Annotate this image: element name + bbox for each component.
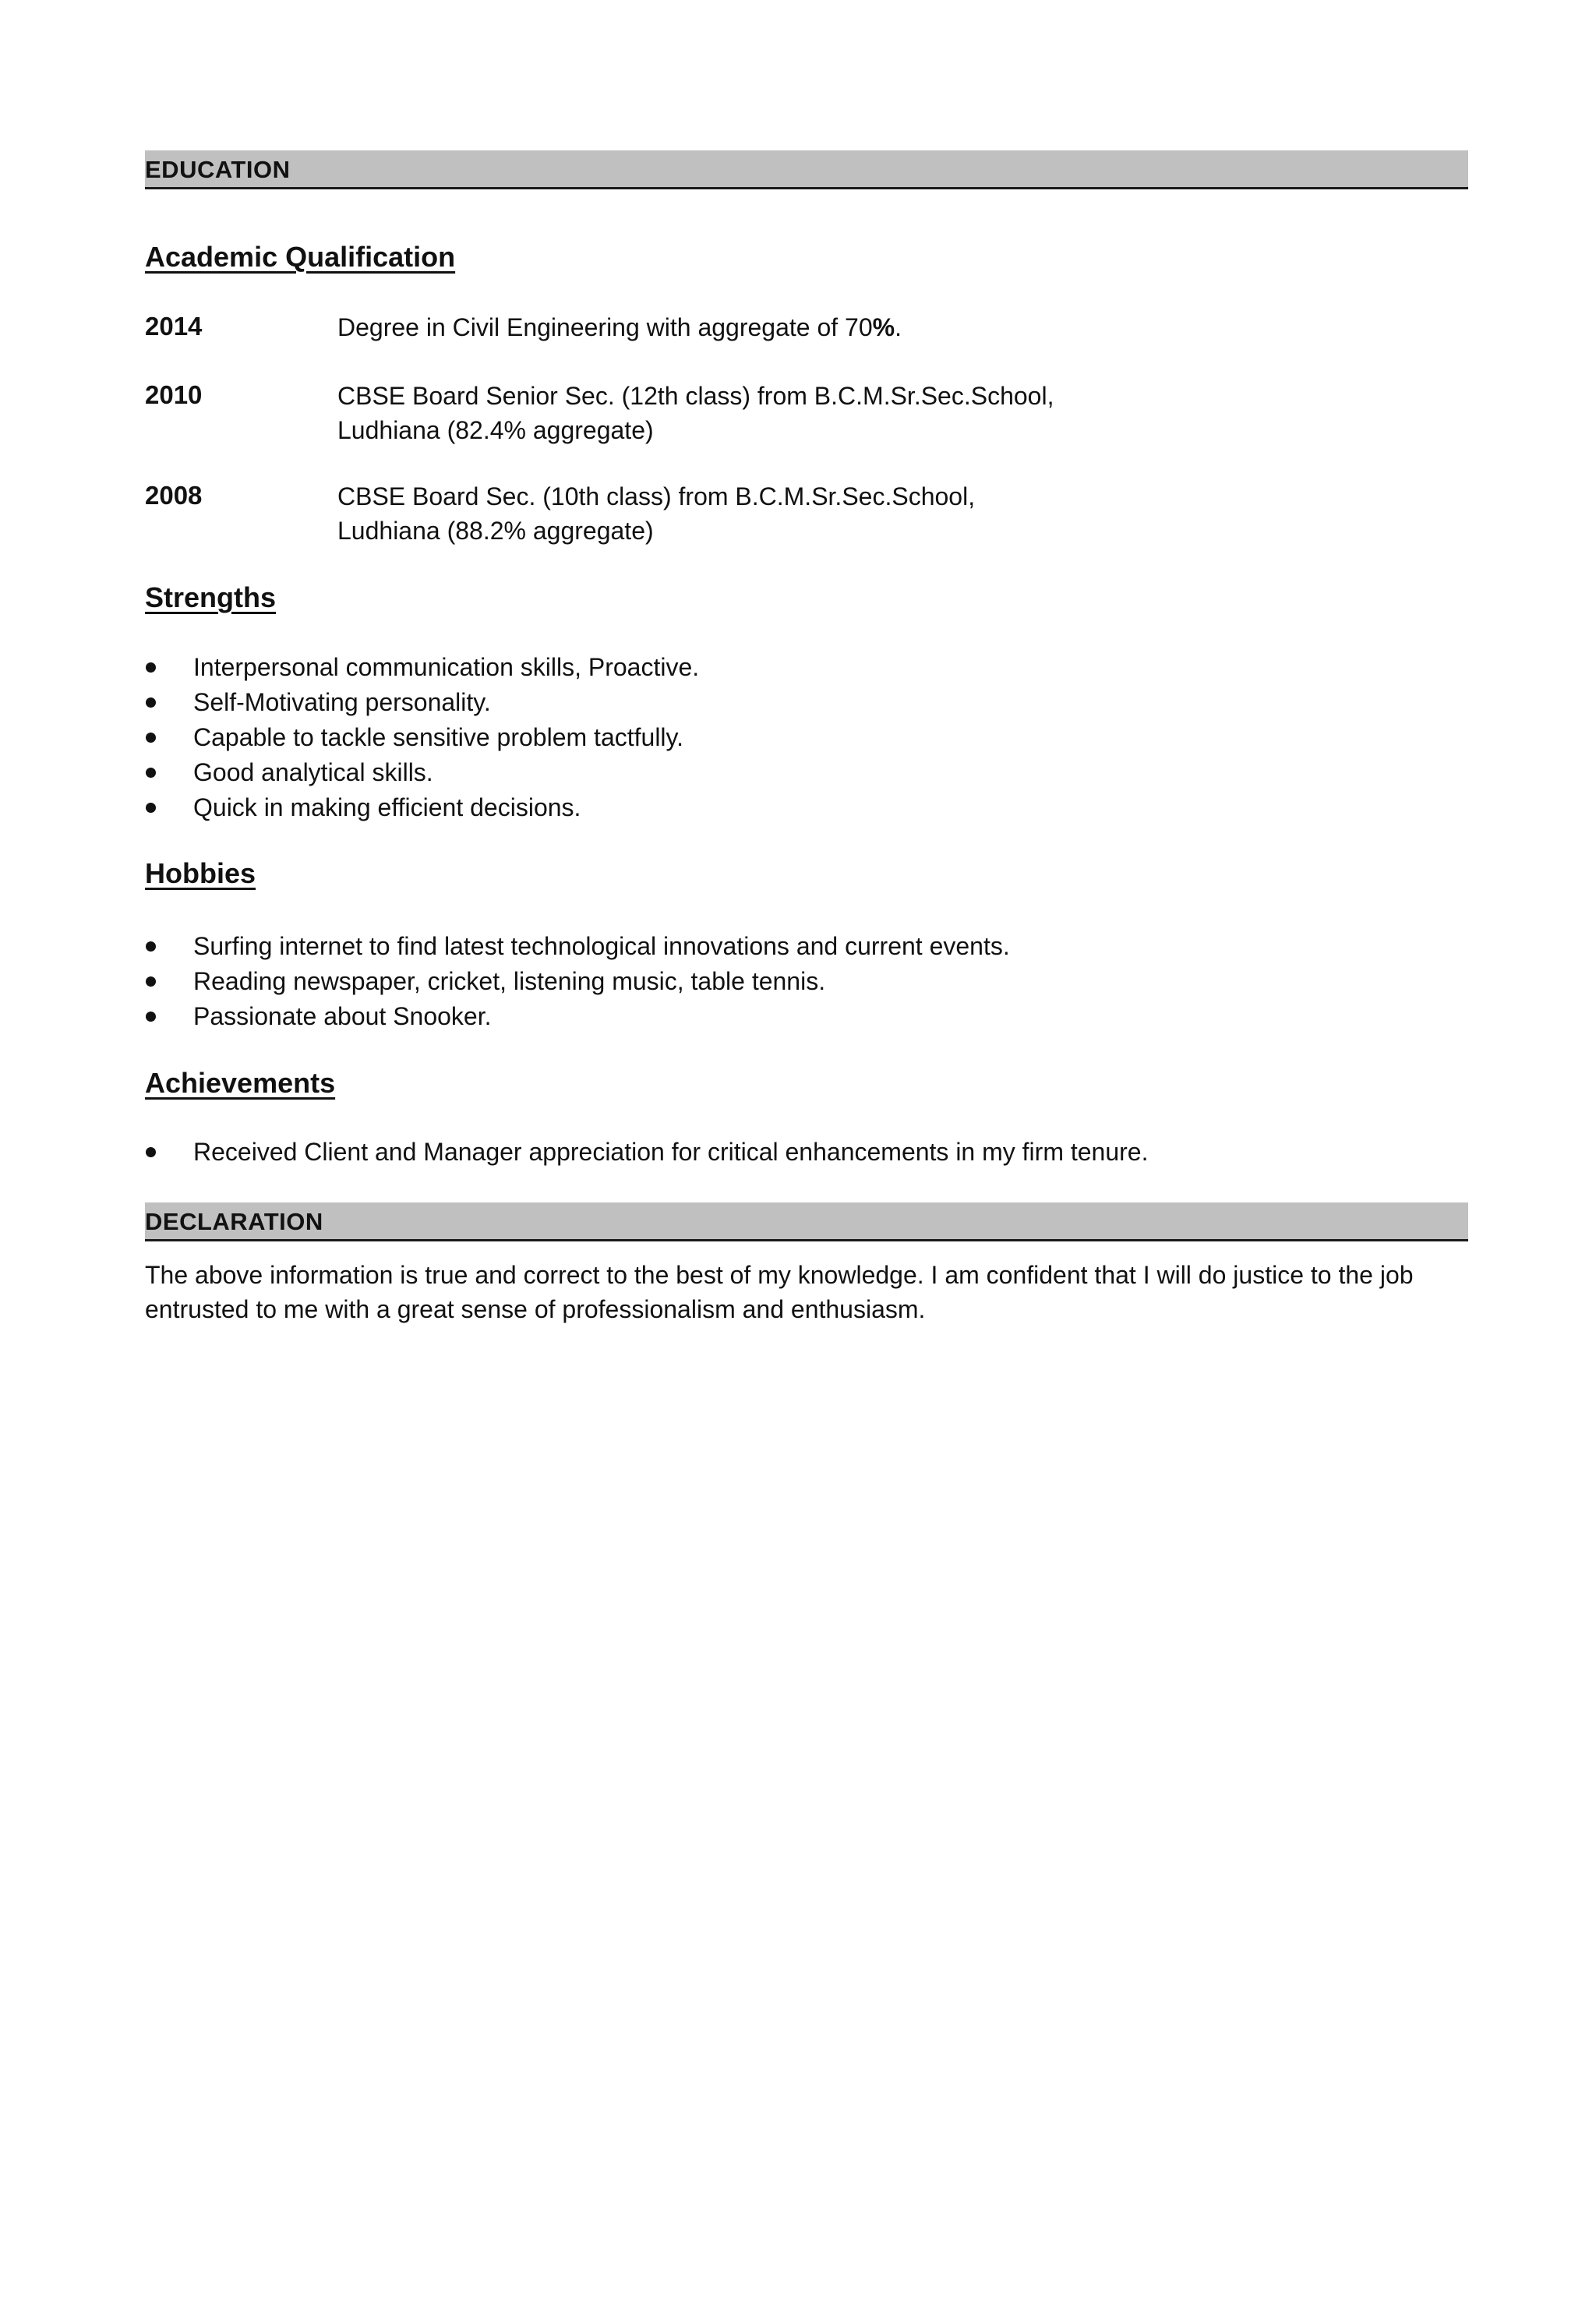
bullet-icon	[146, 941, 156, 952]
bullet-icon	[146, 1012, 156, 1022]
list-item	[145, 999, 1010, 1034]
declaration-heading: DECLARATION	[145, 1208, 323, 1235]
bullet-icon	[146, 733, 156, 743]
list-item	[145, 790, 699, 825]
academic-qualification-heading: Academic Qualification	[145, 241, 456, 273]
list-item	[145, 755, 699, 790]
qualification-line-end: .	[895, 313, 902, 341]
bullet-icon	[146, 803, 156, 813]
list-item	[145, 1135, 1148, 1170]
bullet-icon	[146, 768, 156, 778]
list-item-text: Passionate about Snooker.	[193, 1002, 492, 1030]
list-item-text: Reading newspaper, cricket, listening music, table tennis.	[193, 967, 826, 995]
education-heading: EDUCATION	[145, 156, 291, 183]
list-item	[145, 650, 699, 685]
list-item-text: Self-Motivating personality.	[193, 688, 491, 716]
bullet-icon	[146, 697, 156, 708]
qualification-line: CBSE Board Sec. (10th class) from B.C.M.Sr.Sec.School,	[337, 482, 976, 510]
achievements-list	[145, 1135, 1148, 1170]
list-item	[145, 720, 699, 755]
list-item	[145, 964, 1010, 999]
qualification-line-bold: %	[872, 313, 895, 341]
list-item	[145, 685, 699, 720]
list-item-text: Surfing internet to find latest technological innovations and current events.	[193, 932, 1010, 960]
bullet-icon	[146, 662, 156, 673]
declaration-text: The above information is true and correct to the best of my knowledge. I am confident that I will do justice to the job entrusted to me with a great sense of professionalism and enthusiasm.	[145, 1261, 1414, 1323]
qualification-year: 2014	[145, 312, 203, 341]
qualification-description	[337, 379, 1054, 447]
declaration-section-bar	[145, 1202, 1468, 1241]
list-item	[145, 929, 1010, 964]
list-item-text: Quick in making efficient decisions.	[193, 793, 581, 821]
qualification-year: 2010	[145, 380, 203, 409]
strengths-heading: Strengths	[145, 581, 277, 613]
list-item-text: Received Client and Manager appreciation for critical enhancements in my firm tenure.	[193, 1138, 1149, 1166]
bullet-icon	[146, 1147, 156, 1157]
strengths-list	[145, 650, 699, 825]
list-item-text: Interpersonal communication skills, Proactive.	[193, 653, 700, 681]
qualification-line: Degree in Civil Engineering with aggregate of 70	[337, 313, 873, 341]
qualification-year: 2008	[145, 481, 203, 510]
achievements-heading: Achievements	[145, 1067, 336, 1099]
qualification-line: CBSE Board Senior Sec. (12th class) from B.C.M.Sr.Sec.School,	[337, 382, 1054, 410]
list-item-text: Good analytical skills.	[193, 758, 433, 786]
qualification-description	[337, 479, 975, 548]
qualification-line-2: Ludhiana (82.4% aggregate)	[337, 416, 654, 444]
hobbies-heading: Hobbies	[145, 857, 256, 889]
qualification-line-2: Ludhiana (88.2% aggregate)	[337, 517, 654, 545]
qualification-description	[337, 310, 902, 344]
education-section-bar	[145, 150, 1468, 189]
bullet-icon	[146, 976, 156, 987]
hobbies-list	[145, 929, 1010, 1034]
list-item-text: Capable to tackle sensitive problem tactfully.	[193, 723, 684, 751]
